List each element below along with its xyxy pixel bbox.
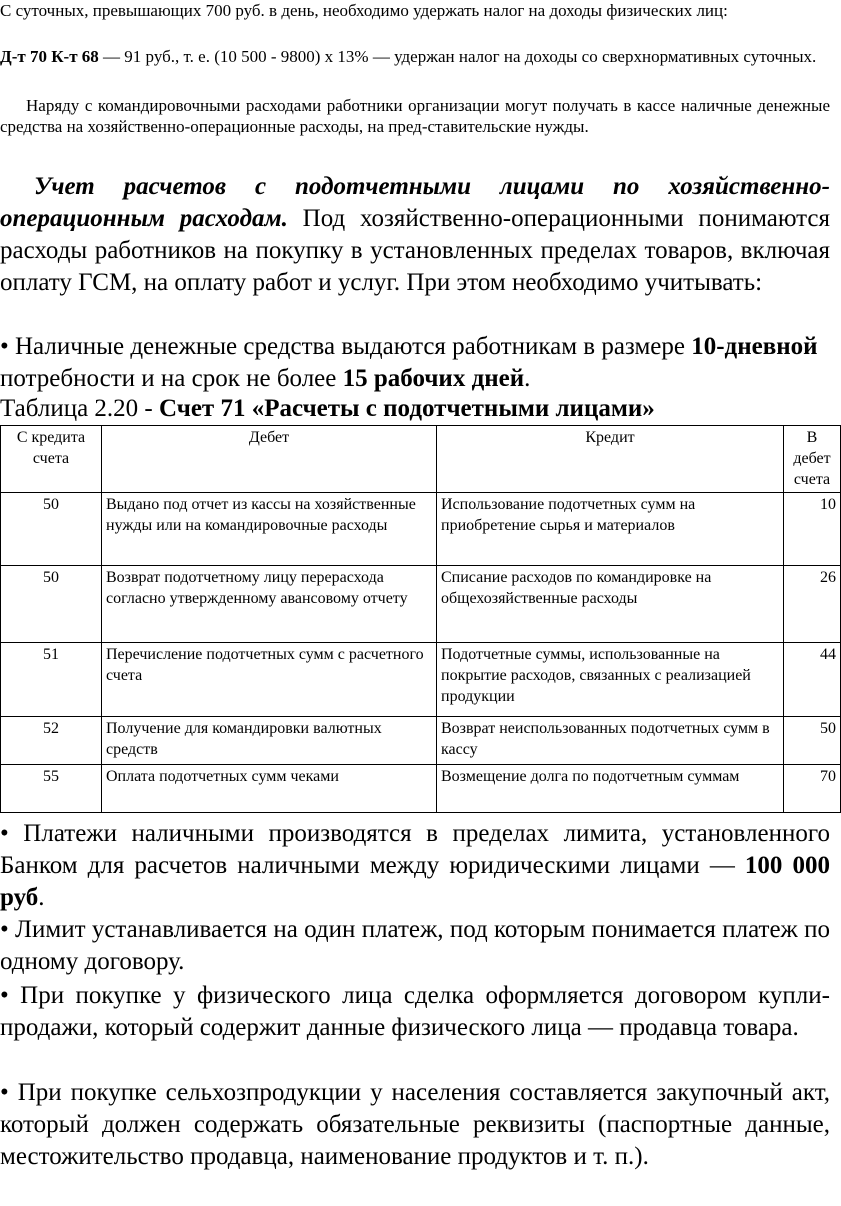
cash-advance-text: Наряду с командировочными расходами работники организации могут получать в кассе наличные денежные средства на хозяйственно-операционные расходы, на пред-ставительские нужды.	[0, 96, 830, 136]
cell-account: 51	[1, 643, 102, 717]
cell-to-account: 70	[784, 765, 841, 813]
table-header-row	[1, 426, 841, 493]
cell-account: 55	[1, 765, 102, 813]
cell-to-account: 44	[784, 643, 841, 717]
cell-account: 50	[1, 493, 102, 566]
cash-advance-paragraph	[0, 95, 830, 137]
cell-account: 50	[1, 566, 102, 643]
cell-debit: Выдано под отчет из кассы на хозяйственные нужды или на командировочные расходы	[102, 493, 437, 566]
cell-to-account: 26	[784, 566, 841, 643]
section-body: Под хозяйственно-операционными понимаются расходы работников на покупку в установленных пределах товаров, включая оплату ГСМ, на оплату работ и услуг. При этом необходимо учитывать:	[0, 205, 830, 296]
table-caption: Таблица 2.20 - Счет 71 «Расчеты с подотчетными лицами»	[0, 395, 655, 422]
intro-paragraph: С суточных, превышающих 700 руб. в день, необходимо удержать налог на доходы физических лиц:	[0, 1, 728, 20]
bullet-limit-per-payment: • Лимит устанавливается на один платеж, под которым понимается платеж по одному договору.	[0, 916, 830, 975]
section-paragraph	[0, 171, 830, 299]
header-to-account: В дебет счета	[784, 426, 841, 493]
header-from-account: С кредита счета	[1, 426, 102, 493]
cell-debit: Получение для командировки валютных средств	[102, 717, 437, 765]
cell-to-account: 50	[784, 717, 841, 765]
section-heading: Учет расчетов с подотчетными лицами по хозяйственно-операционным расходам.	[0, 173, 830, 232]
table-row	[1, 717, 841, 765]
bullet-agricultural-purchase: • При покупке сельхозпродукции у населения составляется закупочный акт, который должен содержать обязательные реквизиты (паспортные данные, местожительство продавца, наименование продуктов и т. п.).	[0, 1079, 830, 1170]
bullet-cash-term: • Наличные денежные средства выдаются работникам в размере 10-дневной потребности и на срок не более 15 рабочих дней.	[0, 333, 818, 392]
bullet-individual-purchase: • При покупке у физического лица сделка оформляется договором купли-продажи, который содержит данные физического лица — продавца товара.	[0, 982, 830, 1041]
accounting-entry: Д-т 70 К-т 68	[0, 47, 99, 66]
cell-credit: Списание расходов по командировке на общехозяйственные расходы	[437, 566, 784, 643]
account-71-table	[0, 425, 841, 813]
cell-credit: Возврат неиспользованных подотчетных сумм в кассу	[437, 717, 784, 765]
cell-credit: Подотчетные суммы, использованные на покрытие расходов, связанных с реализацией продукции	[437, 643, 784, 717]
table-row	[1, 643, 841, 717]
table-row	[1, 765, 841, 813]
cell-debit: Оплата подотчетных сумм чеками	[102, 765, 437, 813]
table-row	[1, 493, 841, 566]
accounting-entry-paragraph	[0, 46, 830, 67]
table-row	[1, 566, 841, 643]
accounting-entry-text: — 91 руб., т. е. (10 500 - 9800) х 13% — удержан налог на доходы со сверхнормативных суточных.	[98, 47, 817, 66]
cell-account: 52	[1, 717, 102, 765]
cell-to-account: 10	[784, 493, 841, 566]
cell-credit: Использование подотчетных сумм на приобретение сырья и материалов	[437, 493, 784, 566]
cell-debit: Перечисление подотчетных сумм с расчетного счета	[102, 643, 437, 717]
header-credit: Кредит	[437, 426, 784, 493]
cell-credit: Возмещение долга по подотчетным суммам	[437, 765, 784, 813]
bullet-payment-limit: • Платежи наличными производятся в пределах лимита, установленного Банком для расчетов наличными между юридическими лицами — 100 000 руб.	[0, 820, 830, 911]
cell-debit: Возврат подотчетному лицу перерасхода согласно утвержденному авансовому отчету	[102, 566, 437, 643]
header-debit: Дебет	[102, 426, 437, 493]
